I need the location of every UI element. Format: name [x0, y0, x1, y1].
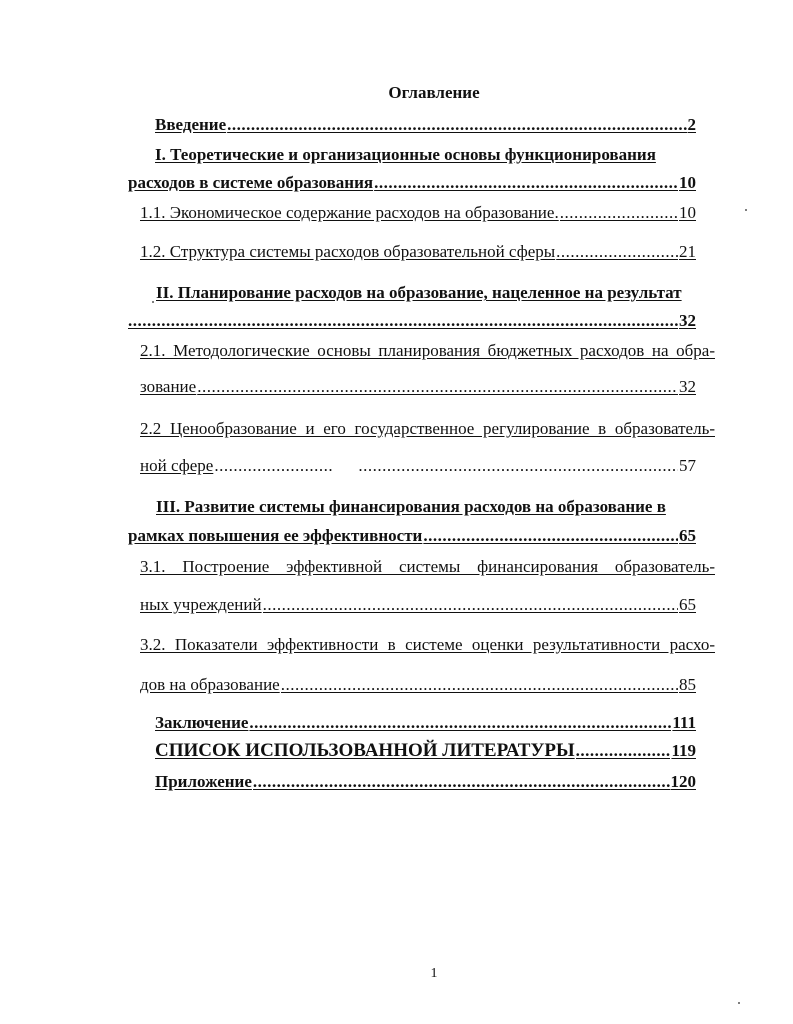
toc-entry-intro[interactable]: [155, 115, 696, 135]
dot-leader: [227, 115, 686, 135]
toc-entry-title: I. Теоретические и организационные основы функционирования: [155, 145, 656, 164]
toc-entry-page: 119: [671, 741, 696, 760]
toc-entry-conclusion[interactable]: [155, 713, 696, 733]
toc-entry-2-1-line2[interactable]: [140, 377, 696, 397]
dot-leader: [128, 311, 678, 331]
toc-entry-title: дов на образование: [140, 675, 280, 694]
toc-entry-part1-line2[interactable]: [128, 173, 696, 193]
scan-speck: [738, 1002, 740, 1004]
toc-entry-title: рамках повышения ее эффективности: [128, 526, 423, 545]
toc-entry-part2-line2[interactable]: [128, 311, 696, 331]
toc-entry-appendix[interactable]: [155, 772, 696, 792]
toc-entry-1-1[interactable]: [140, 203, 696, 223]
scan-speck: [745, 209, 747, 211]
toc-entry-title: Приложение: [155, 772, 252, 791]
toc-entry-part2-line1[interactable]: [156, 283, 704, 303]
toc-entry-title: ной сфере: [140, 456, 214, 475]
toc-heading: Оглавление: [388, 83, 480, 102]
toc-entry-page: 120: [670, 772, 696, 791]
dot-leader: [214, 456, 334, 476]
toc-entry-title: СПИСОК ИСПОЛЬЗОВАННОЙ ЛИТЕРАТУРЫ: [155, 740, 575, 761]
dot-leader: [197, 377, 678, 397]
toc-entry-page: 32: [679, 311, 696, 330]
toc-entry-title: 2.2 Ценообразование и его государственное регулирование в образователь-: [140, 419, 715, 438]
toc-entry-title: ных учреждений: [140, 595, 262, 614]
toc-entry-title: расходов в системе образования: [128, 173, 374, 192]
dot-leader: [374, 173, 678, 193]
toc-entry-3-1-line1[interactable]: [140, 557, 715, 577]
toc-entry-part3-line2[interactable]: [128, 526, 696, 546]
toc-entry-title: 1.1. Экономическое содержание расходов на образование.: [140, 203, 559, 222]
toc-entry-page: 32: [679, 377, 696, 396]
dot-leader: [556, 242, 678, 262]
toc-entry-page: 111: [672, 713, 696, 732]
toc-entry-title: Введение: [155, 115, 227, 134]
toc-entry-2-2-line2[interactable]: [140, 456, 696, 476]
dot-leader: [249, 713, 671, 733]
scan-speck: [152, 301, 154, 303]
toc-entry-title: 2.1. Методологические основы планирования бюджетных расходов на обра-: [140, 341, 715, 360]
toc-entry-title: зование: [140, 377, 197, 396]
toc-entry-part1-line1[interactable]: [155, 145, 675, 165]
dot-leader: [576, 741, 671, 761]
toc-entry-page: 10: [679, 203, 696, 222]
toc-entry-page: 65: [679, 526, 696, 545]
toc-entry-page: 65: [679, 595, 696, 614]
dot-leader: [281, 675, 678, 695]
toc-entry-references[interactable]: [155, 741, 696, 761]
toc-entry-3-2-line2[interactable]: [140, 675, 696, 695]
dot-leader: [560, 203, 678, 223]
page-number: 1: [430, 966, 438, 981]
toc-entry-title: III. Развитие системы финансирования расходов на образование в: [156, 497, 666, 516]
toc-entry-page: 21: [679, 242, 696, 261]
toc-entry-title: 3.1. Построение эффективной системы финансирования образователь-: [140, 557, 715, 576]
toc-entry-page: 2: [687, 115, 696, 134]
toc-entry-page: 85: [679, 675, 696, 694]
toc-entry-page: 10: [679, 173, 696, 192]
dot-leader: [263, 595, 678, 615]
toc-entry-3-1-line2[interactable]: [140, 595, 696, 615]
toc-entry-title: 1.2. Структура системы расходов образовательной сферы: [140, 242, 556, 261]
toc-entry-2-2-line1[interactable]: [140, 419, 715, 439]
dot-leader: [253, 772, 670, 792]
toc-entry-title: Заключение: [155, 713, 249, 732]
toc-entry-title: 3.2. Показатели эффективности в системе оценки результативности расхо-: [140, 635, 715, 654]
toc-entry-3-2-line1[interactable]: [140, 635, 715, 655]
toc-entry-title: II. Планирование расходов на образование, нацеленное на результат: [156, 283, 682, 302]
dot-leader: [423, 526, 678, 546]
toc-entry-2-1-line1[interactable]: [140, 341, 715, 361]
dot-leader: [358, 456, 678, 476]
toc-entry-part3-line1[interactable]: [156, 497, 686, 517]
toc-entry-1-2[interactable]: [140, 242, 696, 262]
toc-entry-page: 57: [679, 456, 696, 475]
